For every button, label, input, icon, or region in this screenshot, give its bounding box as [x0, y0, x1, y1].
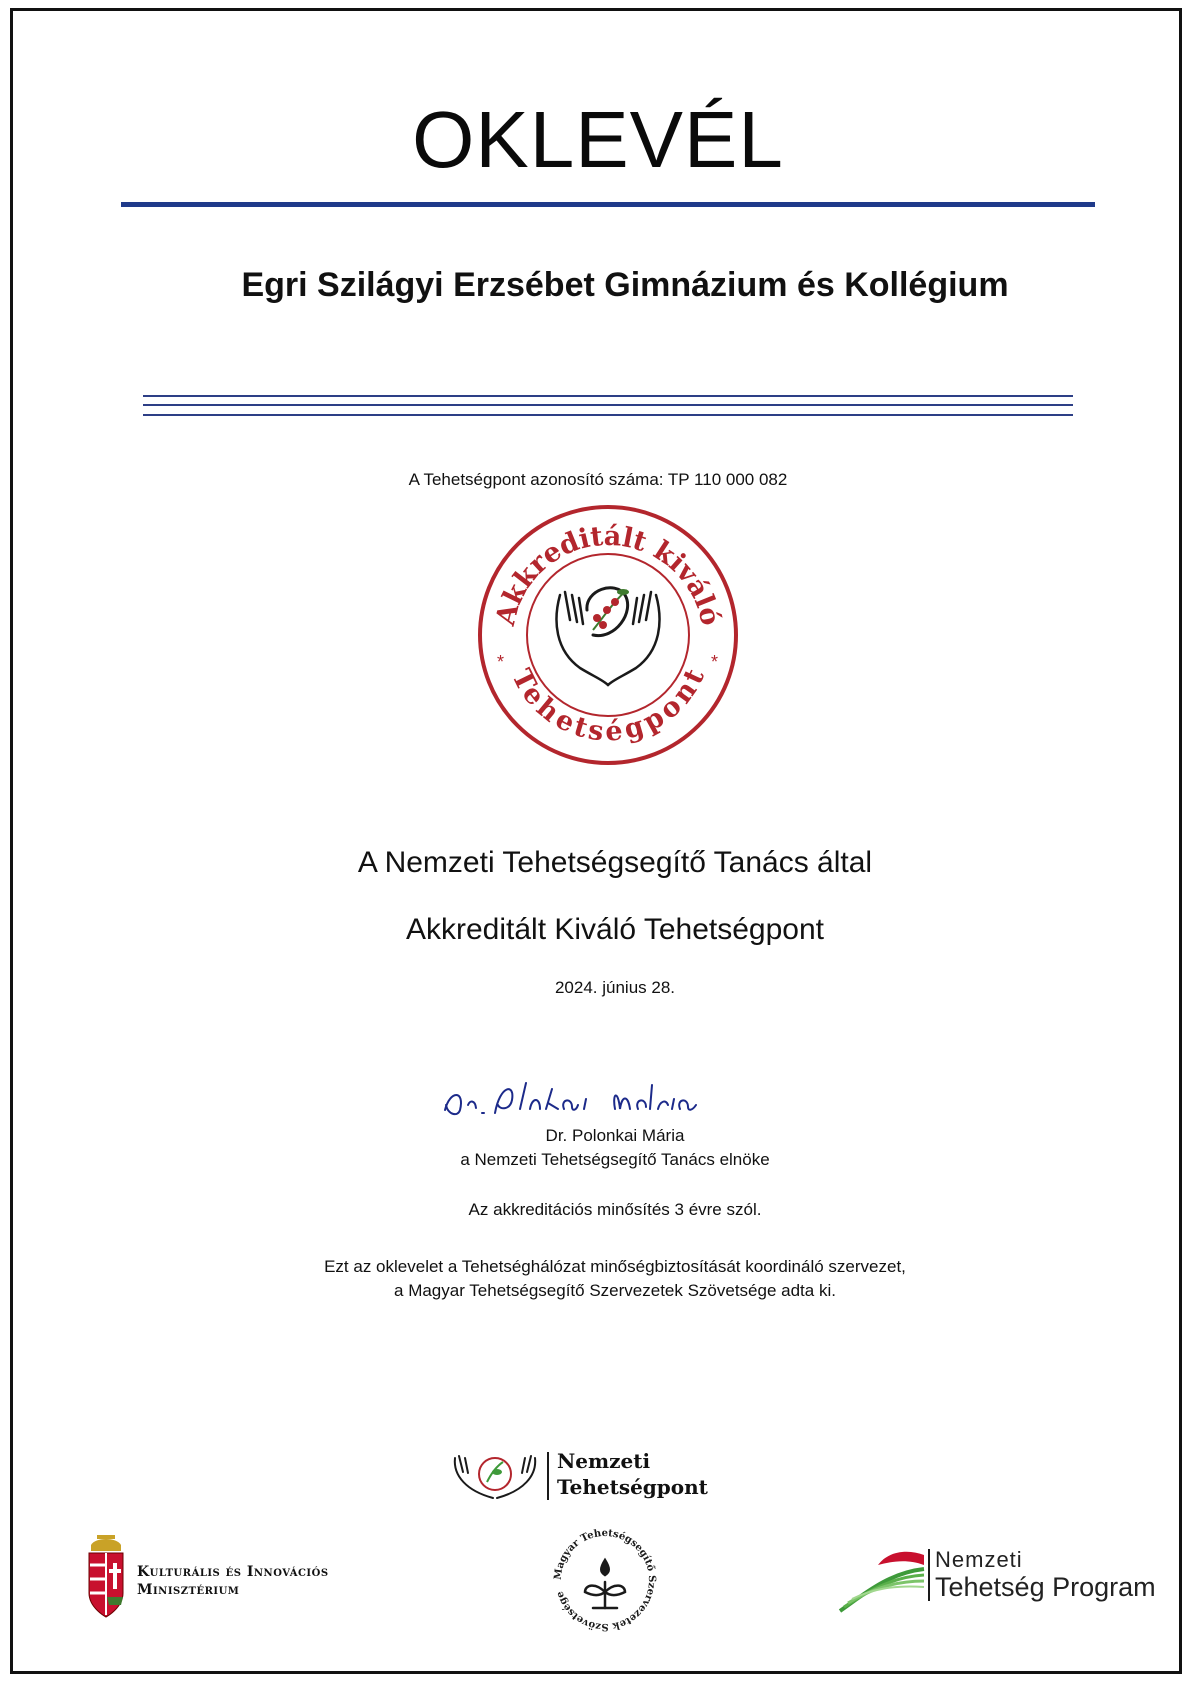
ntp-program-divider: [928, 1549, 930, 1601]
ntp-logo-line2: Tehetségpont: [557, 1475, 708, 1499]
issuer-line-2: a Magyar Tehetségsegítő Szervezetek Szövetsége adta ki.: [394, 1281, 836, 1300]
hungarian-coat-of-arms-icon: [85, 1533, 127, 1619]
seal-star-right: *: [711, 652, 719, 672]
validity-note: Az akkreditációs minősítés 3 évre szól.: [468, 1200, 762, 1219]
council-line: A Nemzeti Tehetségsegítő Tanács által: [357, 846, 873, 879]
ministry-logo: [85, 1533, 385, 1623]
issuer-line-1: Ezt az oklevelet a Tehetséghálózat minőségbiztosítását koordináló szervezet,: [324, 1257, 906, 1276]
ministry-logo-text: [137, 1563, 329, 1599]
ntp-logo-text: [557, 1448, 708, 1500]
mtsz-ring-text: Magyar Tehetségsegítő Szervezetek Szövetsége: [552, 1527, 658, 1633]
signer-title: a Nemzeti Tehetségsegítő Tanács elnöke: [460, 1150, 770, 1169]
divider-line-3: [143, 414, 1073, 416]
mtsz-logo: [545, 1520, 665, 1640]
divider-line-1: [143, 395, 1073, 397]
hands-emblem-icon: [557, 588, 660, 685]
seal-star-left: *: [497, 652, 505, 672]
ntp-program-line2: Tehetség Program: [935, 1572, 1156, 1602]
logo-divider: [547, 1452, 549, 1500]
ministry-line2: Minisztérium: [137, 1582, 240, 1598]
ministry-line1: Kulturális és Innovációs: [137, 1564, 329, 1580]
seal-bottom-text: Tehetségpont: [505, 664, 711, 748]
award-line: Akkreditált Kiváló Tehetségpont: [405, 913, 825, 946]
signer-name: Dr. Polonkai Mária: [545, 1126, 685, 1145]
seal-top-text: Akkreditált kiváló: [490, 520, 726, 629]
handwritten-signature: [440, 1075, 740, 1125]
nemzeti-tehetsegpont-logo: [445, 1446, 765, 1506]
ntp-program-wave-icon: [838, 1545, 926, 1615]
ntp-logo-line1: Nemzeti: [557, 1449, 651, 1473]
nemzeti-tehetseg-program-logo: [838, 1545, 1158, 1615]
divider-line-2: [143, 404, 1073, 406]
accreditation-seal: [475, 500, 741, 770]
award-date: 2024. június 28.: [554, 978, 676, 997]
tehetsegpont-hands-icon: [445, 1446, 545, 1506]
talent-point-id: A Tehetségpont azonosító száma: TP 110 000 082: [408, 470, 788, 489]
certificate-frame: [10, 8, 1182, 1674]
ntp-program-line1: Nemzeti: [935, 1547, 1023, 1572]
certificate-title: OKLEVÉL: [412, 95, 784, 184]
sprouting-plant-icon: [585, 1560, 625, 1608]
title-underline: [121, 202, 1095, 207]
school-name: Egri Szilágyi Erzsébet Gimnázium és Kollégium: [241, 266, 1009, 304]
